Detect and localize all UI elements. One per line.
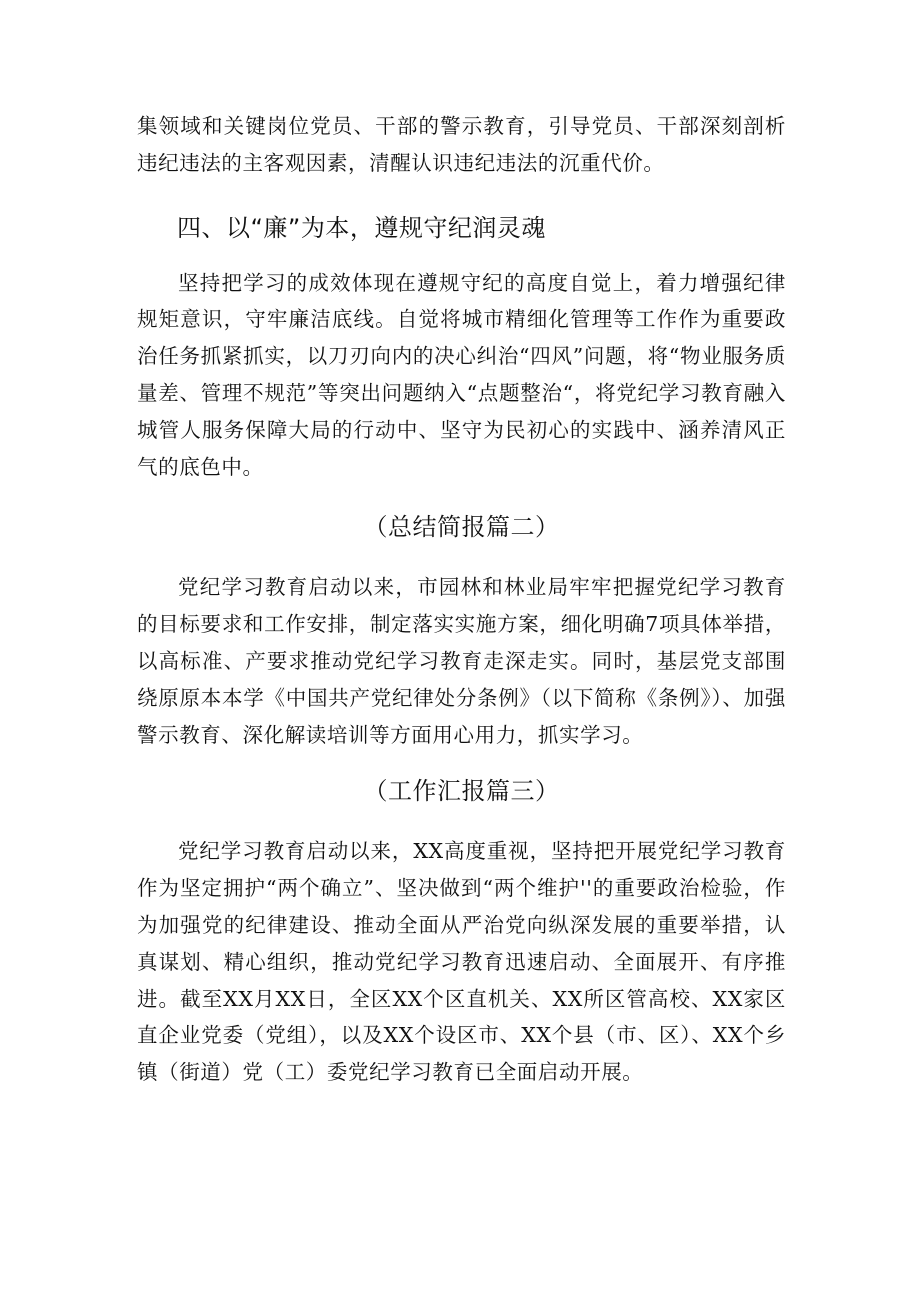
- section-four-heading: 四、以“廉”为本，遵规守纪润灵魂: [177, 213, 546, 242]
- paragraph-continuation: 集领域和关键岗位党员、干部的警示教育，引导党员、干部深刻剖析违纪违法的主客观因素，清醒认识违纪违法的沉重代价。: [137, 114, 786, 175]
- work-report-paragraph: 党纪学习教育启动以来，XX高度重视，坚持把开展党纪学习教育作为坚定拥护“两个确立”、坚决做到“两个维护''的重要政治检验，作为加强党的纪律建设、推动全面从严治党向纵深发展的重要举措，认真谋划、精心组织，推动党纪学习教育迅速启动、全面展开、有序推进。截至XX月XX日，全区XX个区直机关、XX所区管高校、XX家区直企业党委（党组），以及XX个设区市、XX个县（市、区）、XX个乡镇（街道）党（工）委党纪学习教育已全面启动开展。: [137, 839, 786, 1085]
- section-four-paragraph: 坚持把学习的成效体现在遵规守纪的高度自觉上，着力增强纪律规矩意识，守牢廉洁底线。自觉将城市精细化管理等工作作为重要政治任务抓紧抓实，以刀刃向内的决心纠治“四风”问题，将“物业服务质量差、管理不规范”等突出问题纳入“点题整治“，将党纪学习教育融入城管人服务保障大局的行动中、坚守为民初心的实践中、涵养清风正气的底色中。: [137, 270, 786, 479]
- summary-report-heading: （总结简报篇二）: [363, 513, 560, 542]
- work-report-heading: （工作汇报篇三）: [363, 777, 560, 806]
- summary-report-paragraph: 党纪学习教育启动以来，市园林和林业局牢牢把握党纪学习教育的目标要求和工作安排，制定落实实施方案，细化明确7项具体举措，以高标准、产要求推动党纪学习教育走深走实。同时，基层党支部围绕原原本本学《中国共产党纪律处分条例》（以下简称《条例》）、加强警示教育、深化解读培训等方面用心用力，抓实学习。: [137, 575, 786, 747]
